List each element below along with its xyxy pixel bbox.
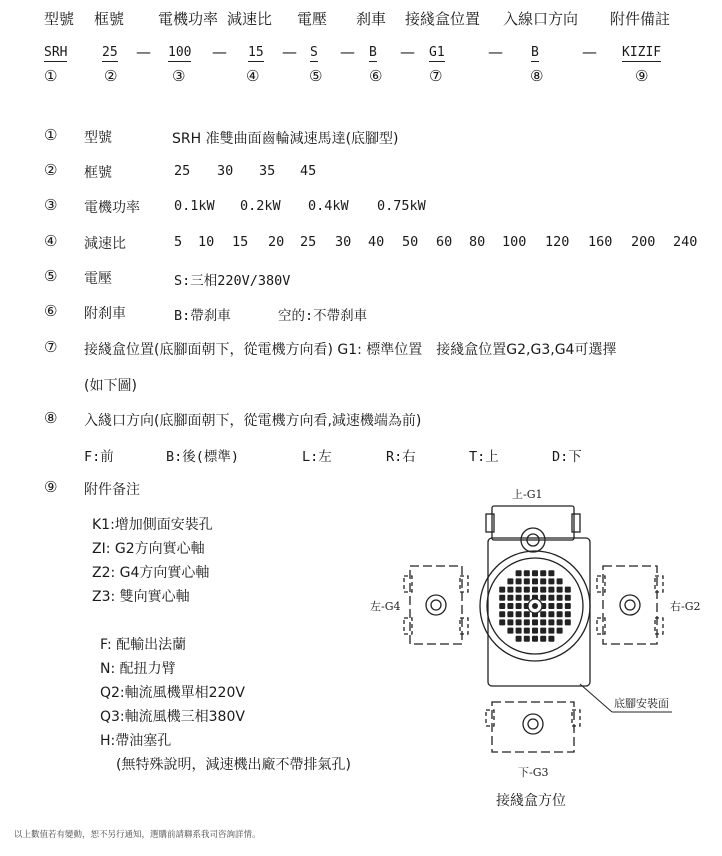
fan-hole <box>516 595 522 601</box>
row-value: 25 <box>174 163 191 179</box>
row-number: ③ <box>44 196 58 214</box>
diagram-caption: 接綫盒方位 <box>496 793 566 809</box>
header-col: 入線口方向 <box>503 10 579 28</box>
row-value: 0.4kW <box>308 198 349 214</box>
row-value: 5 <box>174 234 183 250</box>
accessory-item: (無特殊說明，減速機出廠不帶排氣孔) <box>116 757 351 773</box>
accessory-item: ZI: G2方向實心軸 <box>92 541 205 557</box>
fan-hole <box>557 595 563 601</box>
accessory-item: H:帶油塞孔 <box>100 733 172 749</box>
header-dash: — <box>582 43 597 61</box>
row-value: 30 <box>335 234 352 250</box>
header-number: ⑦ <box>429 67 443 85</box>
fan-hole <box>565 619 571 625</box>
fan-hole <box>548 603 554 609</box>
accessory-item: Q2:軸流風機單相220V <box>100 685 245 701</box>
header-col: 框號 <box>94 10 125 28</box>
header-col: 接綫盒位置 <box>405 10 481 28</box>
fan-hole <box>565 611 571 617</box>
accessory-item: Z3: 雙向實心軸 <box>92 589 190 605</box>
header-dash: — <box>212 43 227 61</box>
row-number: ② <box>44 161 58 179</box>
header-code: 15 <box>248 45 264 60</box>
row-value: 100 <box>502 234 527 250</box>
fan-hole <box>516 578 522 584</box>
row-value: 50 <box>402 234 419 250</box>
header-number: ① <box>44 67 58 85</box>
accessory-item: N: 配扭力臂 <box>100 661 176 677</box>
row-value: 200 <box>631 234 656 250</box>
fan-hole <box>499 611 505 617</box>
row-value: 空的:不帶刹車 <box>278 308 368 324</box>
header-number: ⑧ <box>530 67 544 85</box>
fan-hole <box>516 603 522 609</box>
fan-hole <box>516 570 522 576</box>
fan-hole <box>516 619 522 625</box>
fan-hole <box>532 619 538 625</box>
fan-hole <box>565 603 571 609</box>
fan-hole <box>524 636 530 642</box>
fan-hole <box>540 628 546 634</box>
fan-hole <box>507 595 513 601</box>
header-number: ⑤ <box>309 67 323 85</box>
header-code: B <box>531 45 539 60</box>
header-dash: — <box>400 43 415 61</box>
fan-hole <box>557 587 563 593</box>
header-code: SRH <box>44 45 68 60</box>
row-value: 15 <box>232 234 249 250</box>
row-label: 電壓 <box>84 271 112 287</box>
header-number: ⑥ <box>369 67 383 85</box>
fan-hole <box>540 595 546 601</box>
label-bottom: 下-G3 <box>518 766 549 779</box>
row-number: ⑨ <box>44 478 58 496</box>
accessory-item: K1:增加側面安裝孔 <box>92 517 213 533</box>
row-value: B:帶刹車 <box>174 308 231 324</box>
fan-hole <box>499 603 505 609</box>
header-code: 25 <box>102 45 118 60</box>
row-label: 減速比 <box>84 236 126 252</box>
box-bottom <box>492 702 574 752</box>
fan-hole <box>507 587 513 593</box>
row-label: 入綫口方向(底腳面朝下，從電機方向看,減速機端為前) <box>84 413 422 429</box>
fan-hole <box>548 628 554 634</box>
fan-hole <box>557 603 563 609</box>
row-value: 120 <box>545 234 570 250</box>
row-value: 10 <box>198 234 215 250</box>
inlet-option: L:左 <box>302 449 332 465</box>
row-continuation: (如下圖) <box>84 378 137 394</box>
header-number: ③ <box>172 67 186 85</box>
fan-hole <box>524 578 530 584</box>
row-value: 25 <box>300 234 317 250</box>
row-value: 60 <box>436 234 453 250</box>
fan-hole <box>557 578 563 584</box>
row-value: 30 <box>217 163 234 179</box>
header-code: G1 <box>429 45 445 60</box>
inlet-option: R:右 <box>386 449 416 465</box>
fan-hole <box>516 636 522 642</box>
row-value: S:三相220V/380V <box>174 273 291 289</box>
row-value: 0.75kW <box>377 198 426 214</box>
row-number: ⑦ <box>44 338 58 356</box>
fan-hole <box>548 595 554 601</box>
fan-hole <box>507 619 513 625</box>
fan-hole <box>557 628 563 634</box>
header-col: 電機功率 <box>158 10 219 28</box>
fan-hole <box>532 628 538 634</box>
row-value: 45 <box>300 163 317 179</box>
fan-hole <box>507 628 513 634</box>
header-code: B <box>369 45 377 60</box>
header-dash: — <box>340 43 355 61</box>
fan-hole <box>532 578 538 584</box>
header-number: ⑨ <box>635 67 649 85</box>
header-dash: — <box>282 43 297 61</box>
fan-hole <box>524 595 530 601</box>
box-left <box>410 566 462 644</box>
row-number: ④ <box>44 232 58 250</box>
row-value: 40 <box>368 234 385 250</box>
fan-hole <box>532 587 538 593</box>
row-label: 型號 <box>84 130 112 146</box>
label-right: 右-G2 <box>670 600 701 613</box>
label-foot: 底腳安裝面 <box>614 697 669 710</box>
row-label: 附刹車 <box>84 306 126 322</box>
row-label: 附件备注 <box>84 482 140 498</box>
row-value: 20 <box>268 234 285 250</box>
header-col: 電壓 <box>297 10 328 28</box>
box-top <box>492 506 574 540</box>
row-value: 160 <box>588 234 613 250</box>
fan-hole <box>499 587 505 593</box>
footnote: 以上數值若有變動，恕不另行通知，選購前請聯系我司咨詢詳情。 <box>14 830 261 840</box>
fan-hole <box>524 628 530 634</box>
fan-hole <box>524 611 530 617</box>
fan-hole <box>548 619 554 625</box>
fan-hole <box>499 595 505 601</box>
inlet-option: D:下 <box>552 449 582 465</box>
fan-hole <box>516 628 522 634</box>
fan-hole <box>540 611 546 617</box>
accessory-item: Z2: G4方向實心軸 <box>92 565 210 581</box>
header-code: KIZIF <box>622 45 662 60</box>
fan-hole <box>548 578 554 584</box>
header-col: 刹車 <box>356 10 387 28</box>
row-value: 240 <box>673 234 698 250</box>
box-right <box>603 566 657 644</box>
row-label: 電機功率 <box>84 200 140 216</box>
fan-hole <box>540 636 546 642</box>
fan-hole <box>507 603 513 609</box>
fan-hole <box>557 619 563 625</box>
label-left: 左-G4 <box>370 600 401 613</box>
fan-hole <box>532 636 538 642</box>
fan-hole <box>524 570 530 576</box>
fan-hole <box>524 587 530 593</box>
fan-hole <box>548 611 554 617</box>
header-code: 100 <box>168 45 192 60</box>
row-value: 0.2kW <box>240 198 281 214</box>
header-col: 減速比 <box>227 10 273 28</box>
row-number: ⑧ <box>44 409 58 427</box>
fan-hole <box>507 578 513 584</box>
junction-box-diagram <box>360 478 722 818</box>
header-col: 型號 <box>44 10 75 28</box>
fan-hole <box>499 619 505 625</box>
fan-hole <box>540 587 546 593</box>
header-number: ② <box>104 67 118 85</box>
row-number: ① <box>44 126 58 144</box>
header-number: ④ <box>246 67 260 85</box>
row-number: ⑥ <box>44 302 58 320</box>
inlet-option: F:前 <box>84 449 114 465</box>
header-dash: — <box>136 43 151 61</box>
accessory-item: Q3:軸流風機三相380V <box>100 709 245 725</box>
row-label: 框號 <box>84 165 112 181</box>
row-value: 80 <box>469 234 486 250</box>
row-value: SRH 准雙曲面齒輪減速馬達(底腳型) <box>172 131 399 147</box>
row-number: ⑤ <box>44 267 58 285</box>
fan-hole <box>516 587 522 593</box>
fan-hole <box>540 570 546 576</box>
fan-hole <box>557 611 563 617</box>
inlet-option: B:後(標準) <box>166 449 240 465</box>
fan-hole <box>524 619 530 625</box>
fan-hole <box>516 611 522 617</box>
fan-hole <box>565 595 571 601</box>
row-value: 0.1kW <box>174 198 215 214</box>
row-label: 接綫盒位置(底腳面朝下，從電機方向看) G1: 標準位置 接綫盒位置G2,G3,G4可選擇 <box>84 342 617 358</box>
inlet-option: T:上 <box>469 449 499 465</box>
header-dash: — <box>488 43 503 61</box>
row-value: 35 <box>259 163 276 179</box>
fan-hole <box>540 619 546 625</box>
fan-hole <box>540 578 546 584</box>
fan-hole <box>548 570 554 576</box>
fan-hole <box>565 587 571 593</box>
fan-hole <box>532 570 538 576</box>
accessory-item: F: 配輸出法蘭 <box>100 637 187 653</box>
fan-hole <box>507 611 513 617</box>
label-top: 上-G1 <box>512 488 543 501</box>
header-code: S <box>310 45 318 60</box>
fan-hole <box>548 636 554 642</box>
fan-hole <box>548 587 554 593</box>
header-col: 附件備註 <box>610 10 671 28</box>
